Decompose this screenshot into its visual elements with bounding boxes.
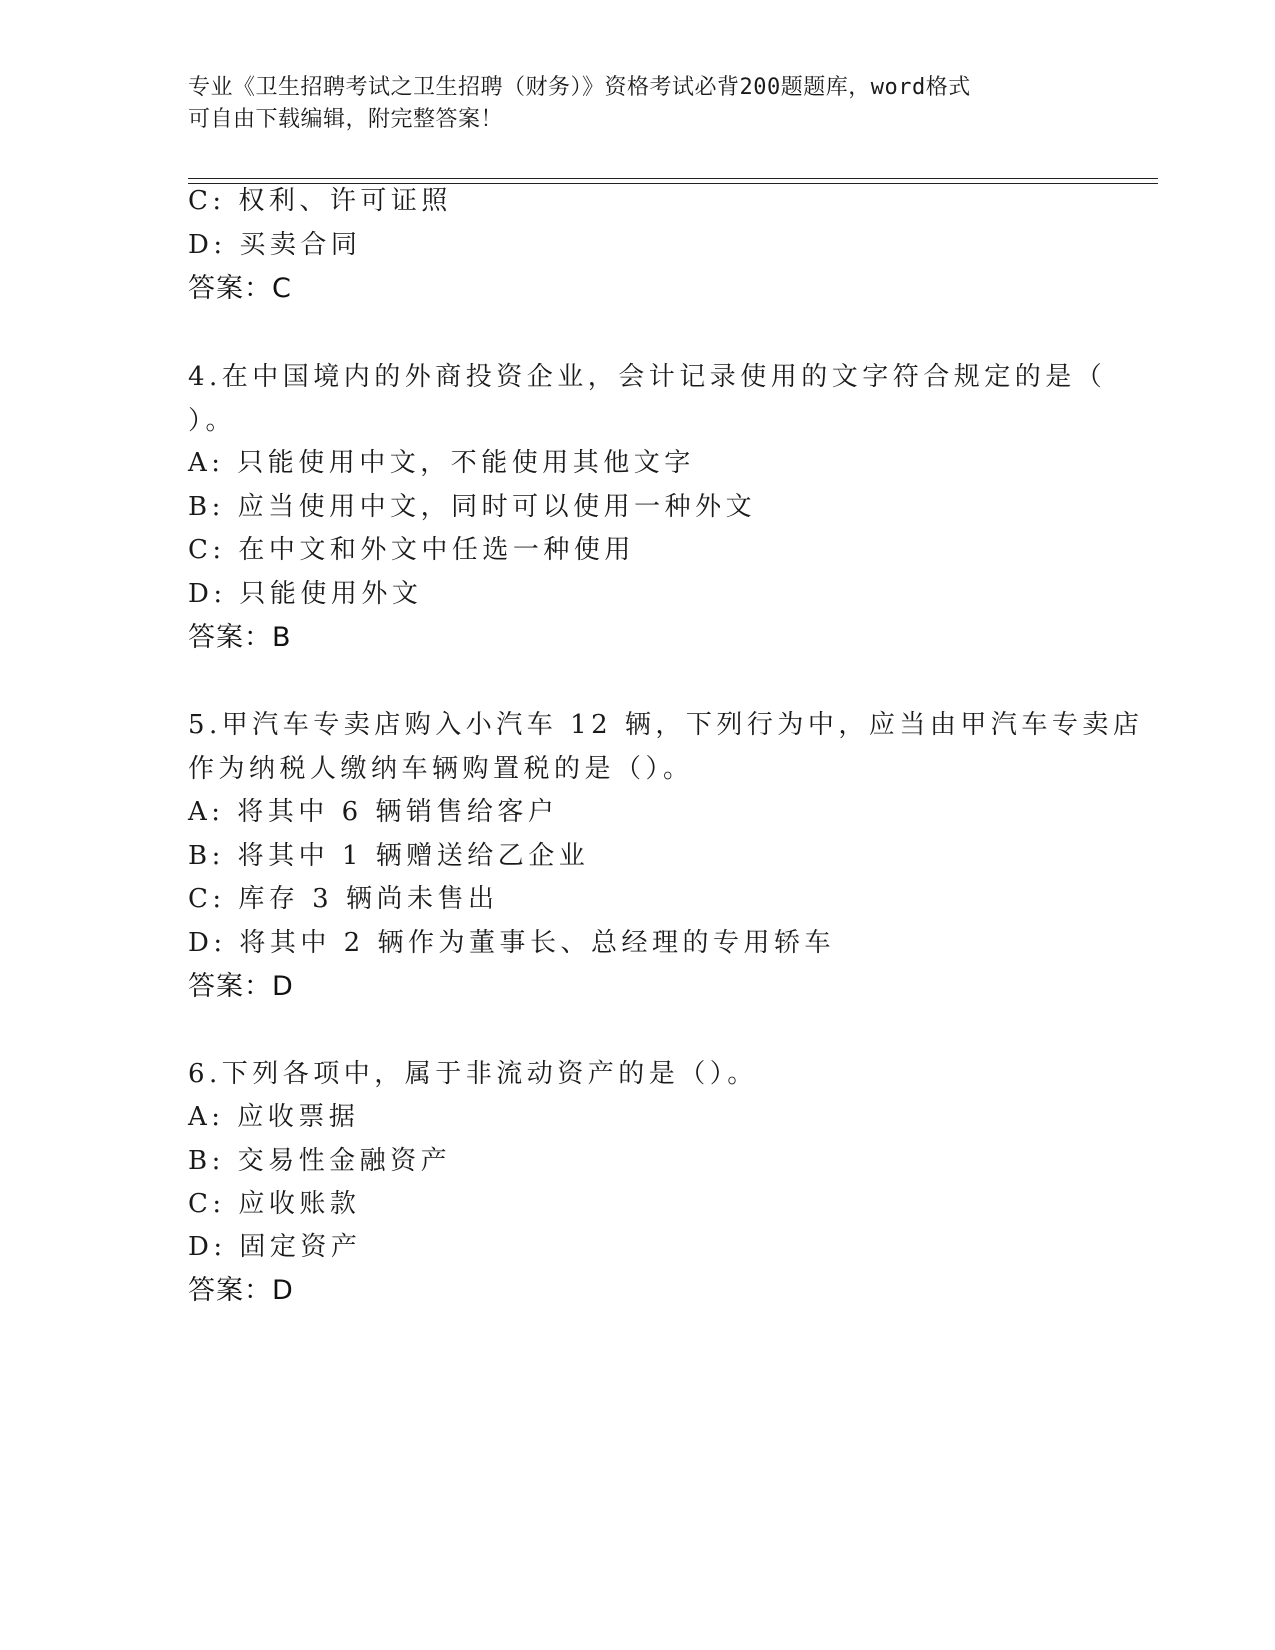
q6-answer: 答案：D [188,1275,294,1306]
q5-option-d: D: 将其中 2 辆作为董事长、总经理的专用轿车 [188,928,835,958]
q6-option-d: D: 固定资产 [188,1232,362,1262]
document-page [188,0,1158,1650]
q4-answer: 答案：B [188,622,292,653]
q5-option-b: B: 将其中 1 辆赠送给乙企业 [188,841,590,871]
q5-stem-line-2: 作为纳税人缴纳车辆购置税的是（）。 [188,754,694,784]
q5-option-a: A: 将其中 6 辆销售给客户 [188,797,559,827]
q6-option-b: B: 交易性金融资产 [188,1146,452,1176]
q5-answer: 答案：D [188,971,294,1002]
q4-option-a: A: 只能使用中文，不能使用其他文字 [188,448,695,478]
q6-option-a: A: 应收票据 [188,1102,360,1132]
q5-option-c: C: 库存 3 辆尚未售出 [188,884,499,914]
header-title-line-1: 专业《卫生招聘考试之卫生招聘（财务）》资格考试必背200题题库，word格式 [188,75,971,100]
q4-stem-line-1: 4.在中国境内的外商投资企业，会计记录使用的文字符合规定的是（ [188,362,1107,392]
q6-option-c: C: 应收账款 [188,1189,361,1219]
q4-option-d: D: 只能使用外文 [188,579,423,609]
q4-option-b: B: 应当使用中文，同时可以使用一种外文 [188,492,757,522]
q3-option-d: D: 买卖合同 [188,230,362,260]
q4-stem-line-2: ）。 [188,406,237,436]
q6-stem-line-1: 6.下列各项中，属于非流动资产的是（）。 [188,1059,758,1089]
header-title-line-2: 可自由下载编辑，附完整答案！ [188,107,504,132]
q3-answer: 答案：C [188,273,292,304]
q3-option-c: C: 权利、许可证照 [188,186,452,216]
document-header [188,72,1088,136]
q4-option-c: C: 在中文和外文中任选一种使用 [188,535,635,565]
q5-stem-line-1: 5.甲汽车专卖店购入小汽车 12 辆，下列行为中，应当由甲汽车专卖店 [188,710,1144,740]
